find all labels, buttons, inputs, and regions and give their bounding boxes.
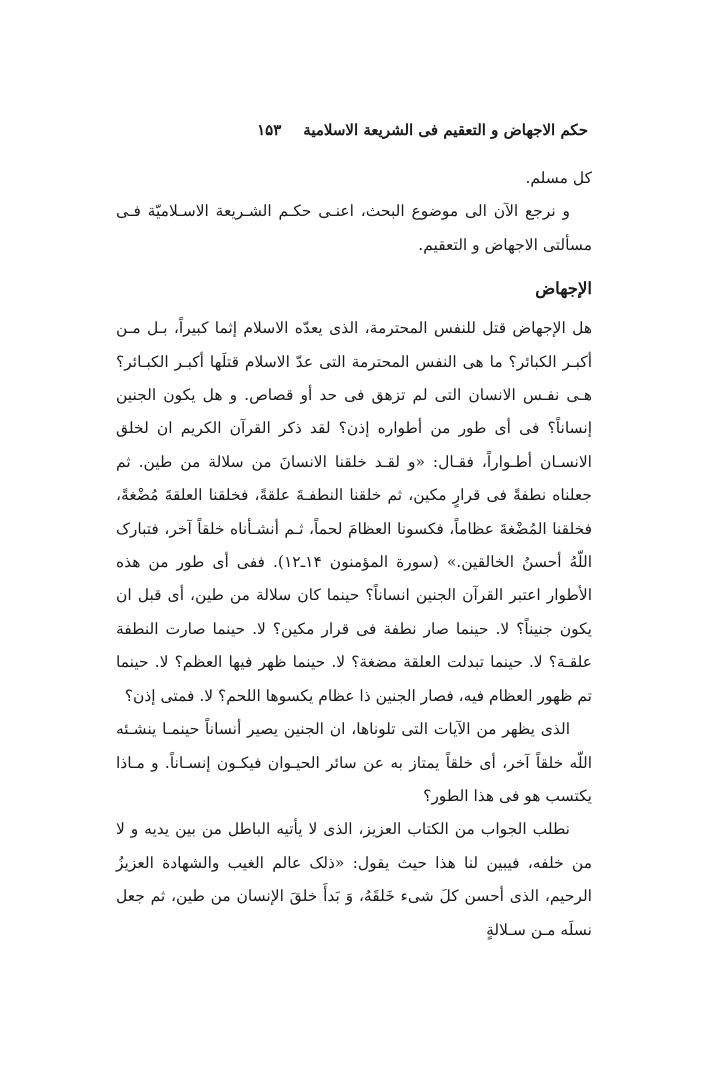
page-number: ۱۵۳ bbox=[257, 121, 282, 139]
paragraph-5: نطلب الجواب من الکتاب العزیز، الذی لا یأتیه الباطل من بین یدیه و لا من خلفه، فیبین لنا هذا حیث یقول: «ذلک عالم الغیب والشهادة العزیزُ الرحیم، الذی أحسن کلَ شیء خَلقَهُ، وَ بَدأَ خلقَ الإنسان من طین، ثم جعل نسلَه مـن سـلالةٍ bbox=[116, 820, 592, 939]
running-head-title: حکم الاجهاض و التعقیم فی الشریعة الاسلامیة bbox=[303, 121, 588, 139]
running-head bbox=[120, 121, 588, 139]
paragraph-1: کل مسلم. bbox=[525, 169, 592, 187]
paragraph-2: و نرجع الآن الی موضوع البحث، اعنـی حکـم الشـریعة الاسـلامیّة فـی مسألتی الاجهاض و التعقیم. bbox=[116, 202, 592, 254]
paragraph-4: الذی یظهر من الآیات التی تلوناها، ان الجنین یصیر أنساناً حینمـا ینشـئه اللّه خلقاً آخر، أی خلقاً یمتاز به عن سائر الحیـوان فیکـون إنسـاناً. و مـاذا یکتسب هو فی هذا الطور؟ bbox=[116, 720, 592, 805]
section-heading: الإجهاض bbox=[535, 279, 592, 299]
body-text bbox=[116, 162, 592, 947]
paragraph-3: هل الإجهاض قتل للنفس المحترمة، الذی یعدّه الاسلام إثما کبیراً، بـل مـن أکبـر الکبائر؟ ما هی النفس المحترمة التی عدّ الاسلام قتلَها أکبـر الکبـائر؟ هـی نفـس الانسان التی لم تزهق فی حد أو قصاص. و هل یکون الجنین إنساناً؟ فی أی طور من أطواره إذن؟ لقد ذکر القرآن الکریم ان لخلق الانسـان أطـواراً، فقـال: «و لقـد خلقنا الانسانَ من سلالة من طین. ثم جعلناه نطفةً فی قرارٍ مکین، ثم خلقنا النطفـةَ علقةً، فخلقنا العلقةَ مُضْغةً، فخلقنا المُضْغةَ عظاماً، فکسونا العظامَ لحماً، ثـم أنشـأناه خلقاً آخر، فتبارک اللّهُ أحسنُ الخالقین.» (سورة المؤمنون ۱۴ـ۱۲). ففی أی طور من هذه الأطوار اعتبر القرآن الجنین انساناً؟ حینما کان سلالة من طین، أی قبل ان یکون جنیناً؟ لا. حینما صار نطفة فی قرار مکین؟ لا. حینما صارت النطفة علقـة؟ لا. حینما تبدلت العلقة مضغة؟ لا. حینما ظهر فیها العظم؟ لا. حینما تم ظهور العظام فیه، فصار الجنین ذا عظام یکسوها اللحم؟ لا. فمتی إذن؟ bbox=[116, 319, 593, 705]
